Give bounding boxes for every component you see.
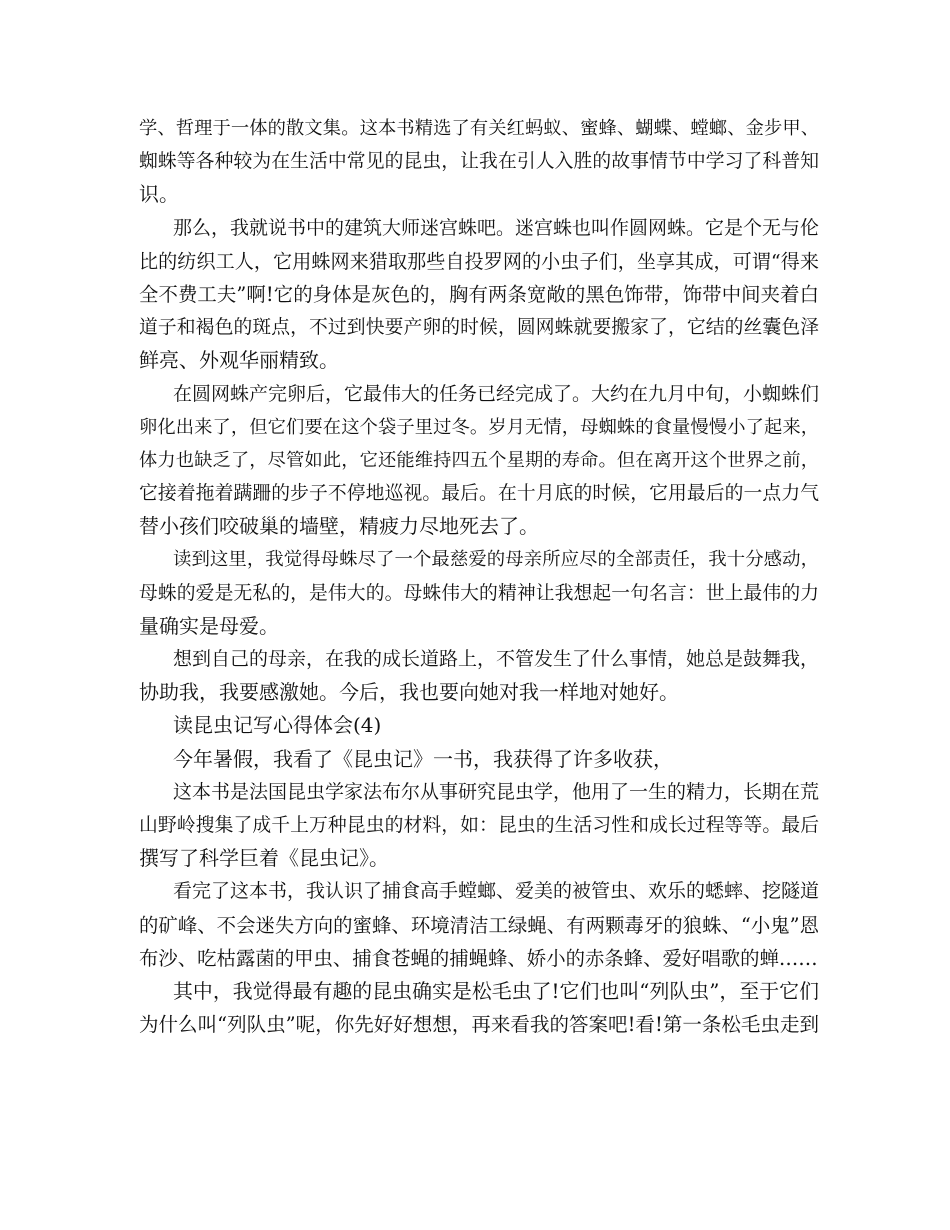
text-line: 鲜亮、外观华丽精致。 [139, 348, 339, 373]
text-line: 其中，我觉得最有趣的昆虫确实是松毛虫了!它们也叫“列队虫”，至于它们 [173, 979, 819, 1003]
text-line: 它接着拖着蹒跚的步子不停地巡视。最后。在十月底的时候，它用最后的一点力气 [139, 483, 819, 505]
text-line: 替小孩们咬破巢的墙壁，精疲力尽地死去了。 [139, 514, 539, 539]
text-line: 想到自己的母亲，在我的成长道路上，不管发生了什么事情，她总是鼓舞我， [173, 648, 820, 670]
text-line: 的矿峰、不会迷失方向的蜜蜂、环境清洁工绿蝇、有两颗毒牙的狼蛛、“小鬼”恩 [139, 913, 819, 937]
text-line: 蜘蛛等各种较为在生活中常见的昆虫，让我在引人入胜的故事情节中学习了科普知 [139, 151, 819, 173]
text-line: 布沙、吃枯露菌的甲虫、捕食苍蝇的捕蝇蜂、娇小的赤条蜂、爱好唱歌的蝉…… [139, 946, 818, 970]
text-line: 那么，我就说书中的建筑大师迷宫蛛吧。迷宫蛛也叫作圆网蛛。它是个无与伦 [173, 216, 820, 239]
text-line: 协助我，我要感激她。今后，我也要向她对我一样地对她好。 [139, 680, 679, 705]
text-line: 在圆网蛛产完卵后，它最伟大的任务已经完成了。大约在九月中旬，小蜘蛛们 [173, 382, 820, 405]
text-line: 母蛛的爱是无私的，是伟大的。母蛛伟大的精神让我想起一句名言：世上最伟的力 [139, 582, 819, 604]
text-line: 为什么叫“列队虫”呢，你先好好想想，再来看我的答案吧!看!第一条松毛虫走到 [139, 1013, 819, 1037]
text-line: 体力也缺乏了，尽管如此，它还能维持四五个星期的寿命。但在离开这个世界之前， [139, 449, 819, 471]
text-line: 读昆虫记写心得体会(4) [173, 713, 382, 738]
text-line: 读到这里，我觉得母蛛尽了一个最慈爱的母亲所应尽的全部责任，我十分感动， [173, 549, 819, 571]
text-line: 卵化出来了，但它们要在这个袋子里过冬。岁月无情，母蜘蛛的食量慢慢小了起来， [139, 416, 819, 438]
text-line: 山野岭搜集了成千上万种昆虫的材料，如：昆虫的生活习性和成长过程等等。最后 [139, 814, 819, 836]
text-line: 撰写了科学巨着《昆虫记》。 [139, 846, 389, 871]
text-line: 学、哲理于一体的散文集。这本书精选了有关红蚂蚁、蜜蜂、蝴蝶、螳螂、金步甲、 [139, 118, 819, 139]
text-line: 今年暑假，我看了《昆虫记》一书，我获得了许多收获， [173, 746, 673, 771]
text-line: 道子和褐色的斑点，不过到快要产卵的时候，圆网蛛就要搬家了，它结的丝囊色泽 [139, 317, 819, 339]
text-line: 看完了这本书，我认识了捕食高手螳螂、爱美的被管虫、欢乐的蟋蟀、挖隧道 [173, 880, 820, 903]
text-line: 比的纺织工人，它用蛛网来猎取那些自投罗网的小虫子们，坐享其成，可谓“得来 [139, 249, 819, 273]
text-line: 全不费工夫”啊!它的身体是灰色的，胸有两条宽敞的黑色饰带，饰带中间夹着白 [139, 282, 819, 306]
text-line: 量确实是母爱。 [139, 613, 279, 638]
text-line: 识。 [139, 182, 179, 207]
text-line: 这本书是法国昆虫学家法布尔从事研究昆虫学，他用了一生的精力，长期在荒 [173, 780, 820, 803]
body-text [139, 112, 819, 1041]
